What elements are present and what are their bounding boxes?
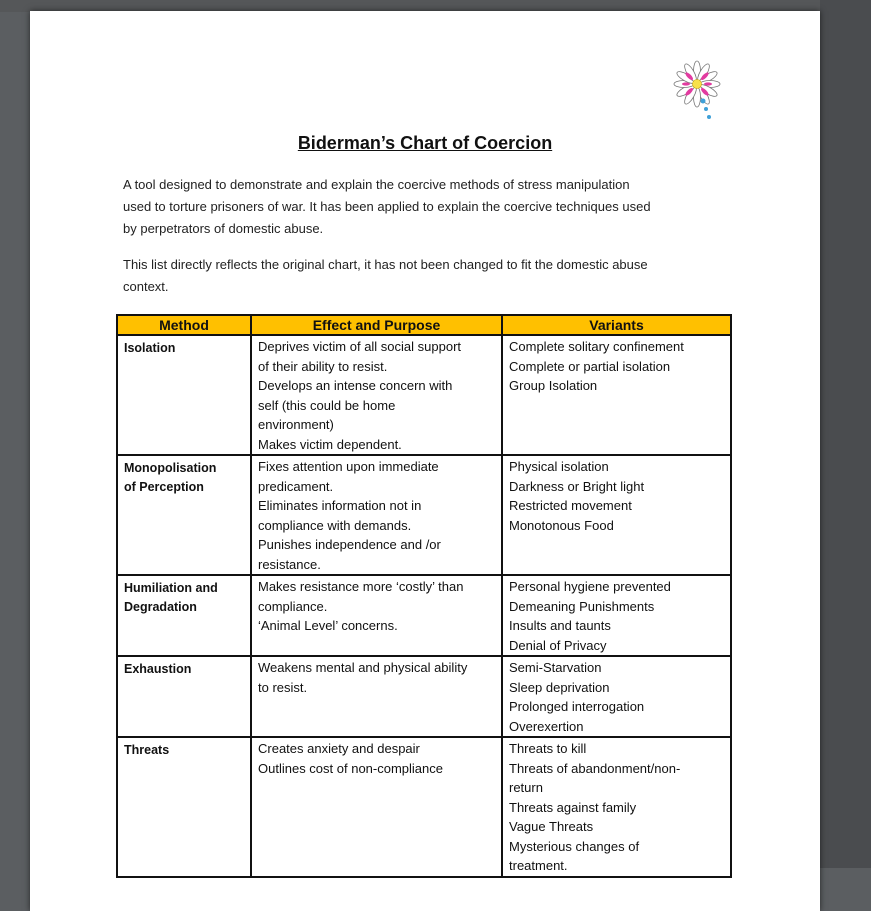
viewer-scroll-gutter[interactable] bbox=[820, 0, 871, 868]
column-header-effect: Effect and Purpose bbox=[251, 315, 502, 335]
effect-line: Fixes attention upon immediate bbox=[258, 459, 439, 474]
table-row bbox=[117, 335, 731, 455]
effect-line: Makes victim dependent. bbox=[258, 436, 402, 452]
method-line: Monopolisation bbox=[124, 461, 217, 475]
variants-cell bbox=[502, 656, 731, 737]
effect-line: resistance. bbox=[258, 556, 321, 572]
effect-line: Develops an intense concern with bbox=[258, 378, 453, 393]
effect-line: predicament. bbox=[258, 478, 334, 494]
table-row bbox=[117, 737, 731, 877]
daisy-flower-icon bbox=[668, 56, 728, 136]
variant-line: Demeaning Punishments bbox=[509, 598, 655, 614]
intro-line: used to torture prisoners of war. It has been applied to explain the coercive techniques used bbox=[123, 199, 651, 214]
variant-line: return bbox=[509, 780, 543, 795]
intro-paragraph bbox=[123, 174, 733, 240]
variant-line: Personal hygiene prevented bbox=[509, 579, 671, 594]
method-line: Exhaustion bbox=[124, 662, 192, 676]
variant-line: Threats to kill bbox=[509, 741, 587, 756]
note-line: This list directly reflects the original chart, it has not been changed to fit the domestic abuse bbox=[123, 257, 648, 272]
effect-line: Deprives victim of all social support bbox=[258, 339, 462, 354]
table-row bbox=[117, 575, 731, 656]
table-row bbox=[117, 656, 731, 737]
effect-line: Eliminates information not in bbox=[258, 498, 422, 513]
intro-line: A tool designed to demonstrate and explain the coercive methods of stress manipulation bbox=[123, 177, 630, 192]
intro-line: by perpetrators of domestic abuse. bbox=[123, 221, 324, 236]
effect-cell bbox=[251, 575, 502, 656]
method-cell bbox=[117, 335, 251, 455]
effect-line: compliance with demands. bbox=[258, 517, 412, 533]
method-line: Humiliation and bbox=[124, 581, 218, 595]
variant-line: Monotonous Food bbox=[509, 517, 614, 533]
variant-line: Prolonged interrogation bbox=[509, 699, 645, 714]
method-cell bbox=[117, 455, 251, 575]
note-line: context. bbox=[123, 279, 169, 294]
effect-line: Weakens mental and physical ability bbox=[258, 660, 468, 675]
method-line: of Perception bbox=[124, 479, 204, 494]
variant-line: Complete or partial isolation bbox=[509, 358, 671, 374]
variant-line: Mysterious changes of bbox=[509, 838, 640, 854]
method-cell bbox=[117, 656, 251, 737]
effect-line: of their ability to resist. bbox=[258, 358, 388, 374]
variant-line: Restricted movement bbox=[509, 498, 632, 513]
effect-cell bbox=[251, 335, 502, 455]
page-title: Biderman’s Chart of Coercion bbox=[297, 133, 553, 153]
variant-line: Threats against family bbox=[509, 799, 637, 815]
method-line: Threats bbox=[124, 743, 170, 757]
variant-line: Threats of abandonment/non- bbox=[509, 760, 681, 776]
effect-cell bbox=[251, 455, 502, 575]
effect-line: environment) bbox=[258, 417, 334, 432]
method-line: Isolation bbox=[124, 341, 176, 355]
effect-line: compliance. bbox=[258, 598, 328, 614]
variants-cell bbox=[502, 737, 731, 877]
method-cell bbox=[117, 737, 251, 877]
effect-line: Outlines cost of non-compliance bbox=[258, 760, 443, 776]
effect-line: Creates anxiety and despair bbox=[258, 741, 420, 756]
variant-line: Semi-Starvation bbox=[509, 660, 602, 675]
method-line: Degradation bbox=[124, 599, 197, 614]
column-header-variants: Variants bbox=[502, 315, 731, 335]
variant-line: Physical isolation bbox=[509, 459, 609, 474]
document-page bbox=[30, 11, 820, 911]
effect-line: self (this could be home bbox=[258, 397, 396, 413]
variant-line: Denial of Privacy bbox=[509, 637, 607, 653]
effect-line: Punishes independence and /or bbox=[258, 537, 441, 552]
method-cell bbox=[117, 575, 251, 656]
variants-cell bbox=[502, 335, 731, 455]
variant-line: treatment. bbox=[509, 858, 568, 873]
note-paragraph bbox=[123, 254, 733, 298]
variants-cell bbox=[502, 455, 731, 575]
column-header-method: Method bbox=[117, 315, 251, 335]
variant-line: Darkness or Bright light bbox=[509, 478, 645, 494]
table-row bbox=[117, 455, 731, 575]
table-header-row bbox=[117, 315, 731, 335]
coercion-table bbox=[116, 314, 732, 878]
variant-line: Overexertion bbox=[509, 718, 584, 734]
effect-line: ‘Animal Level’ concerns. bbox=[258, 618, 398, 633]
effect-line: to resist. bbox=[258, 679, 308, 695]
variant-line: Sleep deprivation bbox=[509, 679, 610, 695]
variant-line: Complete solitary confinement bbox=[509, 339, 684, 354]
effect-line: Makes resistance more ‘costly’ than bbox=[258, 579, 464, 594]
variant-line: Group Isolation bbox=[509, 378, 598, 393]
effect-cell bbox=[251, 656, 502, 737]
variants-cell bbox=[502, 575, 731, 656]
variant-line: Insults and taunts bbox=[509, 618, 611, 633]
variant-line: Vague Threats bbox=[509, 819, 594, 834]
effect-cell bbox=[251, 737, 502, 877]
